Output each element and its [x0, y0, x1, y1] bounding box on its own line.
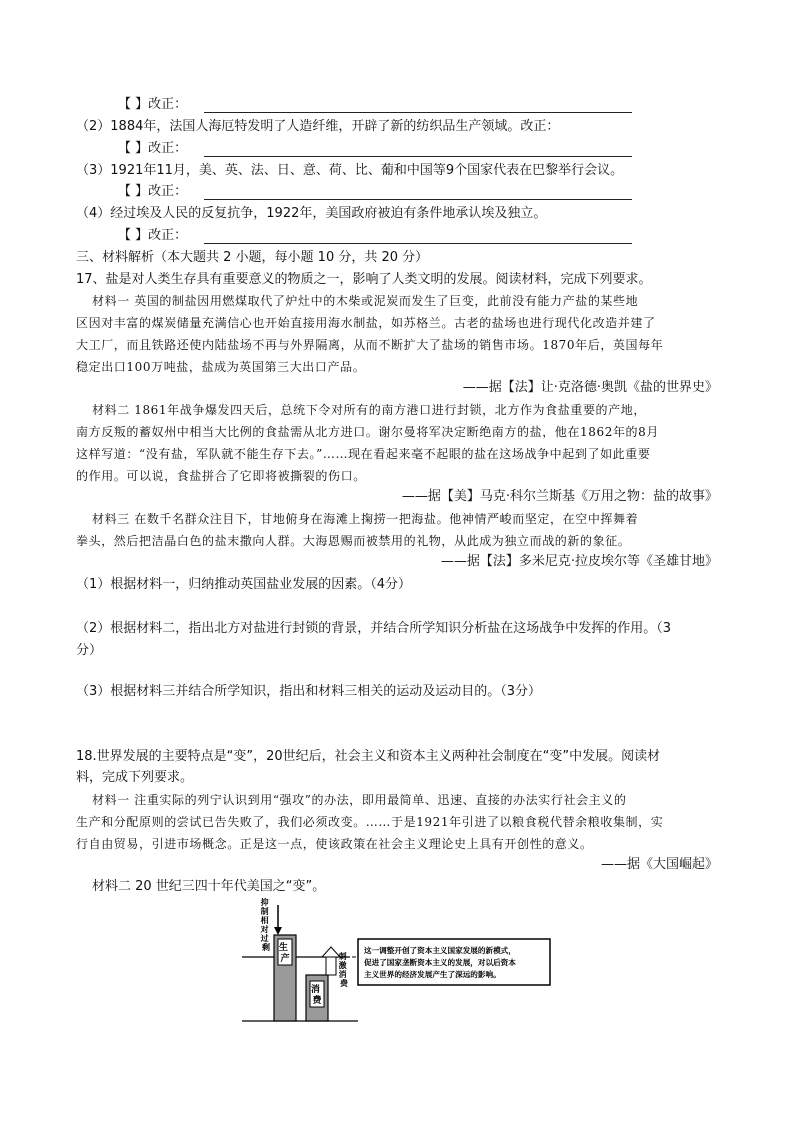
- bracket-correction-3: 【 】改正：: [118, 184, 188, 199]
- consumption-label-char: 费: [312, 996, 322, 1006]
- q18-stem: 18.世界发展的主要特点是“变”，20世纪后，社会主义和资本主义两种社会制度在“变”中发展。阅读材: [76, 749, 661, 764]
- q17-material2-line4: 的作用。可以说，食盐拼合了它即将被撕裂的伤口。: [76, 469, 366, 483]
- q17-material1-line1: 材料一 英国的制盐因用燃煤取代了炉灶中的木柴或泥炭而发生了巨变，此前没有能力产盐的某些地: [92, 294, 639, 308]
- q18-material1-line3: 行自由贸易，引进市场概念。正是这一点，使该政策在社会主义理论史上具有开创性的意义。: [76, 837, 593, 851]
- stimulate-label-char: 激: [338, 961, 347, 970]
- suppress-label-char: 对: [260, 925, 269, 934]
- q18-stem-cont: 料，完成下列要求。: [76, 770, 194, 785]
- explanation-line-1: 这一调整开创了资本主义国家发展的新模式，: [364, 946, 516, 955]
- q17-material3-line2: 拳头，然后把洁晶白色的盐末撒向人群。大海恩赐而被禁用的礼物，从此成为独立而战的新的象征。: [76, 534, 631, 548]
- q17-material2-line3: 这样写道：“没有盐，军队就不能生存下去。”……现在看起来毫不起眼的盐在这场战争中起到了如此重要: [76, 447, 651, 461]
- q17-material1-citation: ——据【法】让·克洛德·奥凯《盐的世界史》: [462, 380, 718, 395]
- section-title: 三、材料解析（本大题共 2 小题，每小题 10 分，共 20 分）: [76, 250, 429, 265]
- q18-material1-line2: 生产和分配原则的尝试已告失败了，我们必须改变。……于是1921年引进了以粮食税代替余粮收集制，实: [76, 815, 664, 829]
- statement-2: （2）1884年，法国人海厄特发明了人造纤维，开辟了新的纺织品生产领域。改正：: [76, 119, 560, 134]
- suppress-label-char: 剩: [262, 943, 270, 952]
- production-label: [279, 941, 291, 964]
- q17-material1-line4: 稳定出口100万吨盐，盐成为英国第三大出口产品。: [76, 360, 366, 374]
- consumption-label: [311, 983, 323, 1006]
- q17-material3-line1: 材料三 在数千名群众注目下，甘地俯身在海滩上掬捞一把海盐。他神情严峻而坚定，在空中挥舞着: [92, 512, 639, 526]
- bracket-correction-2: 【 】改正：: [118, 141, 188, 156]
- suppress-label-char: 过: [260, 934, 269, 943]
- suppress-label-char: 制: [260, 907, 269, 916]
- new-deal-figure: [238, 895, 558, 1035]
- suppress-label-char: 抑: [260, 898, 269, 907]
- q17-material1-line3: 大工厂，而且铁路还使内陆盐场不再与外界隔离，从而不断扩大了盐场的销售市场。1870年后，英国每年: [76, 338, 664, 352]
- q17-material1-line2: 区因对丰富的煤炭储量充满信心也开始直接用海水制盐，如苏格兰。古老的盐场也进行现代化改造并建了: [76, 316, 656, 330]
- q17-question-2: （2）根据材料二，指出北方对盐进行封锁的背景，并结合所学知识分析盐在这场战争中发挥的作用。（3: [76, 621, 672, 636]
- production-label-char: 生: [278, 943, 288, 953]
- q17-question-1: （1）根据材料一，归纳推动英国盐业发展的因素。（4分）: [76, 577, 412, 592]
- q18-material1-line1: 材料一 注重实际的列宁认识到用“强攻”的办法，即用最简单、迅速、直接的办法实行社会主义的: [92, 793, 627, 807]
- answer-line-1[interactable]: [204, 112, 632, 113]
- q17-material2-line1: 材料二 1861年战争爆发四天后，总统下令对所有的南方港口进行封锁，北方作为食盐重要的产地，: [92, 403, 646, 417]
- q18-material2-title: 材料二 20 世纪三四十年代美国之“变”。: [92, 879, 326, 894]
- stimulate-arrow-body: [326, 955, 336, 975]
- q18-material1-citation: ——据《大国崛起》: [600, 857, 718, 872]
- statement-3: （3）1921年11月，美、英、法、日、意、荷、比、葡和中国等9个国家代表在巴黎举行会议。: [76, 163, 624, 178]
- q17-material2-citation: ——据【美】马克·科尔兰斯基《万用之物：盐的故事》: [401, 489, 718, 504]
- stimulate-label-char: 消: [338, 970, 347, 979]
- statement-4: （4）经过埃及人民的反复抗争，1922年，美国政府被迫有条件地承认埃及独立。: [76, 206, 547, 221]
- stimulate-label-char: 费: [340, 979, 348, 988]
- q17-material3-citation: ——据【法】多米尼克·拉皮埃尔等《圣雄甘地》: [440, 554, 718, 569]
- q17-question-3: （3）根据材料三并结合所学知识，指出和材料三相关的运动及运动目的。（3分）: [76, 684, 542, 699]
- explanation-line-3: 主义世界的经济发展产生了深远的影响。: [364, 970, 501, 979]
- bracket-correction-4: 【 】改正：: [118, 228, 188, 243]
- q17-stem: 17、盐是对人类生存具有重要意义的物质之一，影响了人类文明的发展。阅读材料，完成下列要求。: [76, 272, 652, 287]
- suppress-arrow-head: [274, 927, 282, 935]
- production-label-char: 产: [280, 954, 290, 964]
- stimulate-arrow-head: [322, 947, 340, 957]
- answer-line-4[interactable]: [204, 243, 632, 244]
- stimulate-label: [338, 951, 350, 988]
- answer-line-2[interactable]: [204, 156, 632, 157]
- q17-material2-line2: 南方反叛的蓄奴州中相当大比例的食盐需从北方进口。谢尔曼将军决定断绝南方的盐，他在1862年的8月: [76, 425, 659, 439]
- consumption-label-char: 消: [310, 985, 320, 995]
- stimulate-label-char: 刺: [338, 952, 347, 961]
- suppress-label: [260, 897, 272, 952]
- explanation-line-2: 促进了国家垄断资本主义的发展，对以后资本: [364, 958, 516, 967]
- suppress-label-char: 相: [260, 916, 269, 925]
- q17-question-2-cont: 分）: [76, 643, 103, 658]
- answer-line-3[interactable]: [204, 199, 632, 200]
- bracket-correction-1: 【 】改正：: [118, 97, 188, 112]
